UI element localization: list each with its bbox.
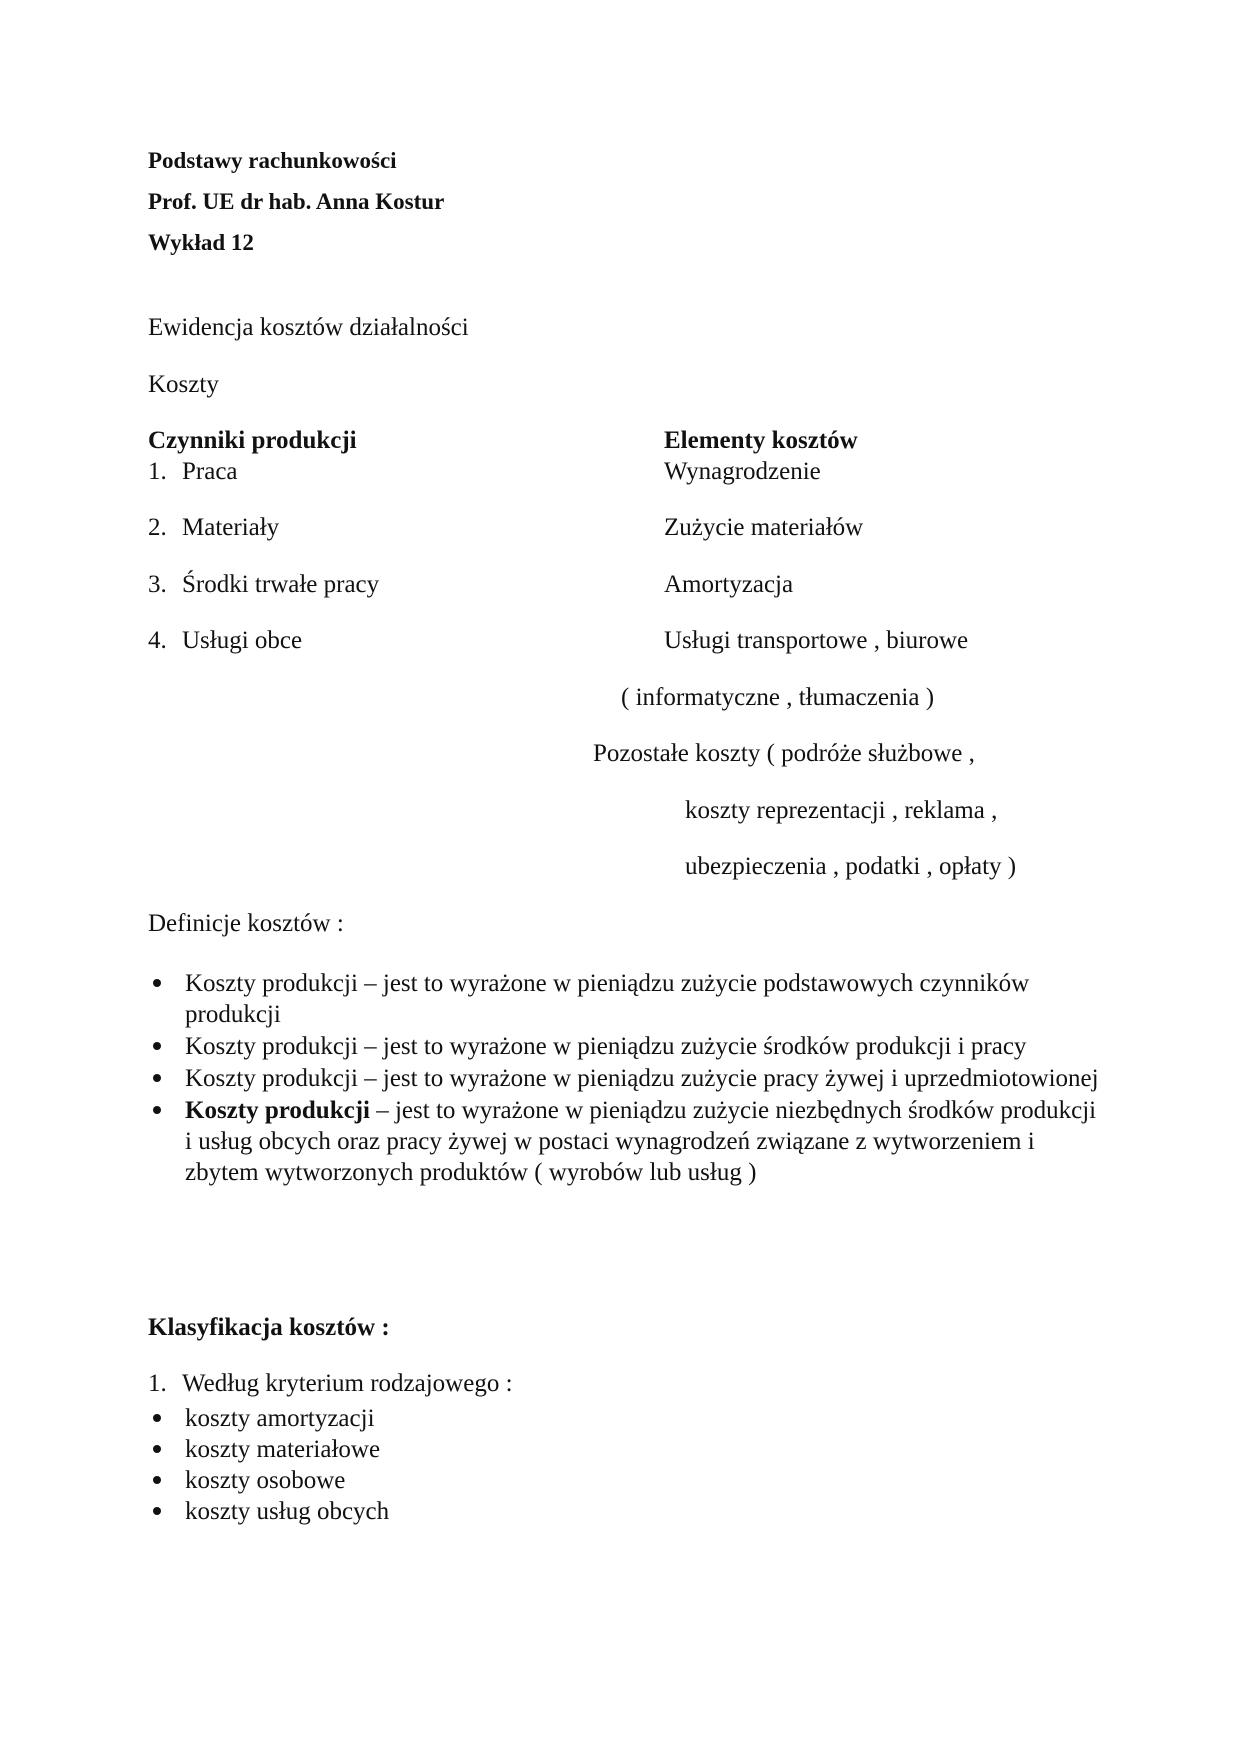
- row-number: 4.: [148, 627, 167, 654]
- factor-row-2: [148, 514, 279, 543]
- element-extra-line-1: ( informatyczne , tłumaczenia ): [621, 684, 935, 711]
- classification-item: [148, 1403, 389, 1434]
- factor-label: Materiały: [182, 514, 280, 541]
- bullet-icon: [153, 1476, 161, 1484]
- definition-item: [148, 1031, 1105, 1062]
- course-title: Podstawy rachunkowości: [148, 148, 397, 173]
- definition-term: Koszty produkcji: [185, 1097, 370, 1124]
- classification-item: [148, 1496, 389, 1527]
- criterion-label: Według kryterium rodzajowego :: [182, 1370, 513, 1397]
- classification-item-label: koszty materiałowe: [185, 1436, 381, 1463]
- element-extra-line-4: ubezpieczenia , podatki , opłaty ): [685, 853, 1017, 880]
- topic-heading: Ewidencja kosztów działalności: [148, 314, 469, 341]
- factor-label: Środki trwałe pracy: [182, 571, 380, 598]
- classification-item: [148, 1465, 389, 1496]
- definition-term: Koszty produkcji: [185, 1065, 358, 1092]
- definition-text: – jest to wyrażone w pieniądzu zużycie niezbędnych środków produkcji i usług obcych oraz pracy żywej w postaci wynagrodzeń związane z wytworzeniem i zbytem wytworzonych produktów ( wyrobów lub usług ): [185, 1097, 1097, 1186]
- element-extra-line-2: Pozostałe koszty ( podróże służbowe ,: [593, 740, 975, 767]
- definitions-list: [148, 968, 1105, 1189]
- classification-criterion: [148, 1370, 513, 1399]
- element-row-2: Zużycie materiałów: [664, 514, 864, 541]
- element-row-3: Amortyzacja: [664, 571, 794, 598]
- classification-list: [148, 1403, 389, 1527]
- classification-item-label: koszty usług obcych: [185, 1498, 390, 1525]
- classification-title: Klasyfikacja kosztów :: [148, 1314, 390, 1341]
- factors-column-header: Czynniki produkcji: [148, 427, 357, 454]
- lecturer-name: Prof. UE dr hab. Anna Kostur: [148, 189, 445, 214]
- row-number: 1.: [148, 458, 167, 485]
- definition-item: [148, 1063, 1105, 1094]
- bullet-icon: [153, 1042, 161, 1050]
- element-extra-line-3: koszty reprezentacji , reklama ,: [685, 797, 998, 824]
- definition-item: [148, 968, 1105, 1030]
- lecture-number: Wykład 12: [148, 230, 254, 255]
- definition-term: Koszty produkcji: [185, 1033, 358, 1060]
- definitions-title: Definicje kosztów :: [148, 910, 344, 937]
- factor-row-1: [148, 458, 238, 487]
- bullet-icon: [153, 1507, 161, 1515]
- criterion-number: 1.: [148, 1370, 167, 1397]
- factor-label: Praca: [182, 458, 238, 485]
- classification-item: [148, 1434, 389, 1465]
- elements-column-header: Elementy kosztów: [664, 427, 858, 454]
- classification-item-label: koszty amortyzacji: [185, 1405, 375, 1432]
- classification-item-label: koszty osobowe: [185, 1467, 346, 1494]
- bullet-icon: [153, 1445, 161, 1453]
- element-row-4: Usługi transportowe , biurowe: [664, 627, 969, 654]
- costs-label: Koszty: [148, 371, 219, 398]
- bullet-icon: [153, 979, 161, 987]
- factor-row-3: [148, 571, 379, 600]
- bullet-icon: [153, 1106, 161, 1114]
- factor-row-4: [148, 627, 302, 656]
- definition-text: – jest to wyrażone w pieniądzu zużycie podstawowych czynników produkcji: [185, 970, 1030, 1028]
- definition-item: [148, 1095, 1105, 1188]
- definition-term: Koszty produkcji: [185, 970, 358, 997]
- element-row-1: Wynagrodzenie: [664, 458, 821, 485]
- factor-label: Usługi obce: [182, 627, 303, 654]
- row-number: 2.: [148, 514, 167, 541]
- bullet-icon: [153, 1414, 161, 1422]
- bullet-icon: [153, 1074, 161, 1082]
- row-number: 3.: [148, 571, 167, 598]
- definition-text: – jest to wyrażone w pieniądzu zużycie pracy żywej i uprzedmiotowionej: [357, 1065, 1099, 1092]
- definition-text: – jest to wyrażone w pieniądzu zużycie środków produkcji i pracy: [357, 1033, 1027, 1060]
